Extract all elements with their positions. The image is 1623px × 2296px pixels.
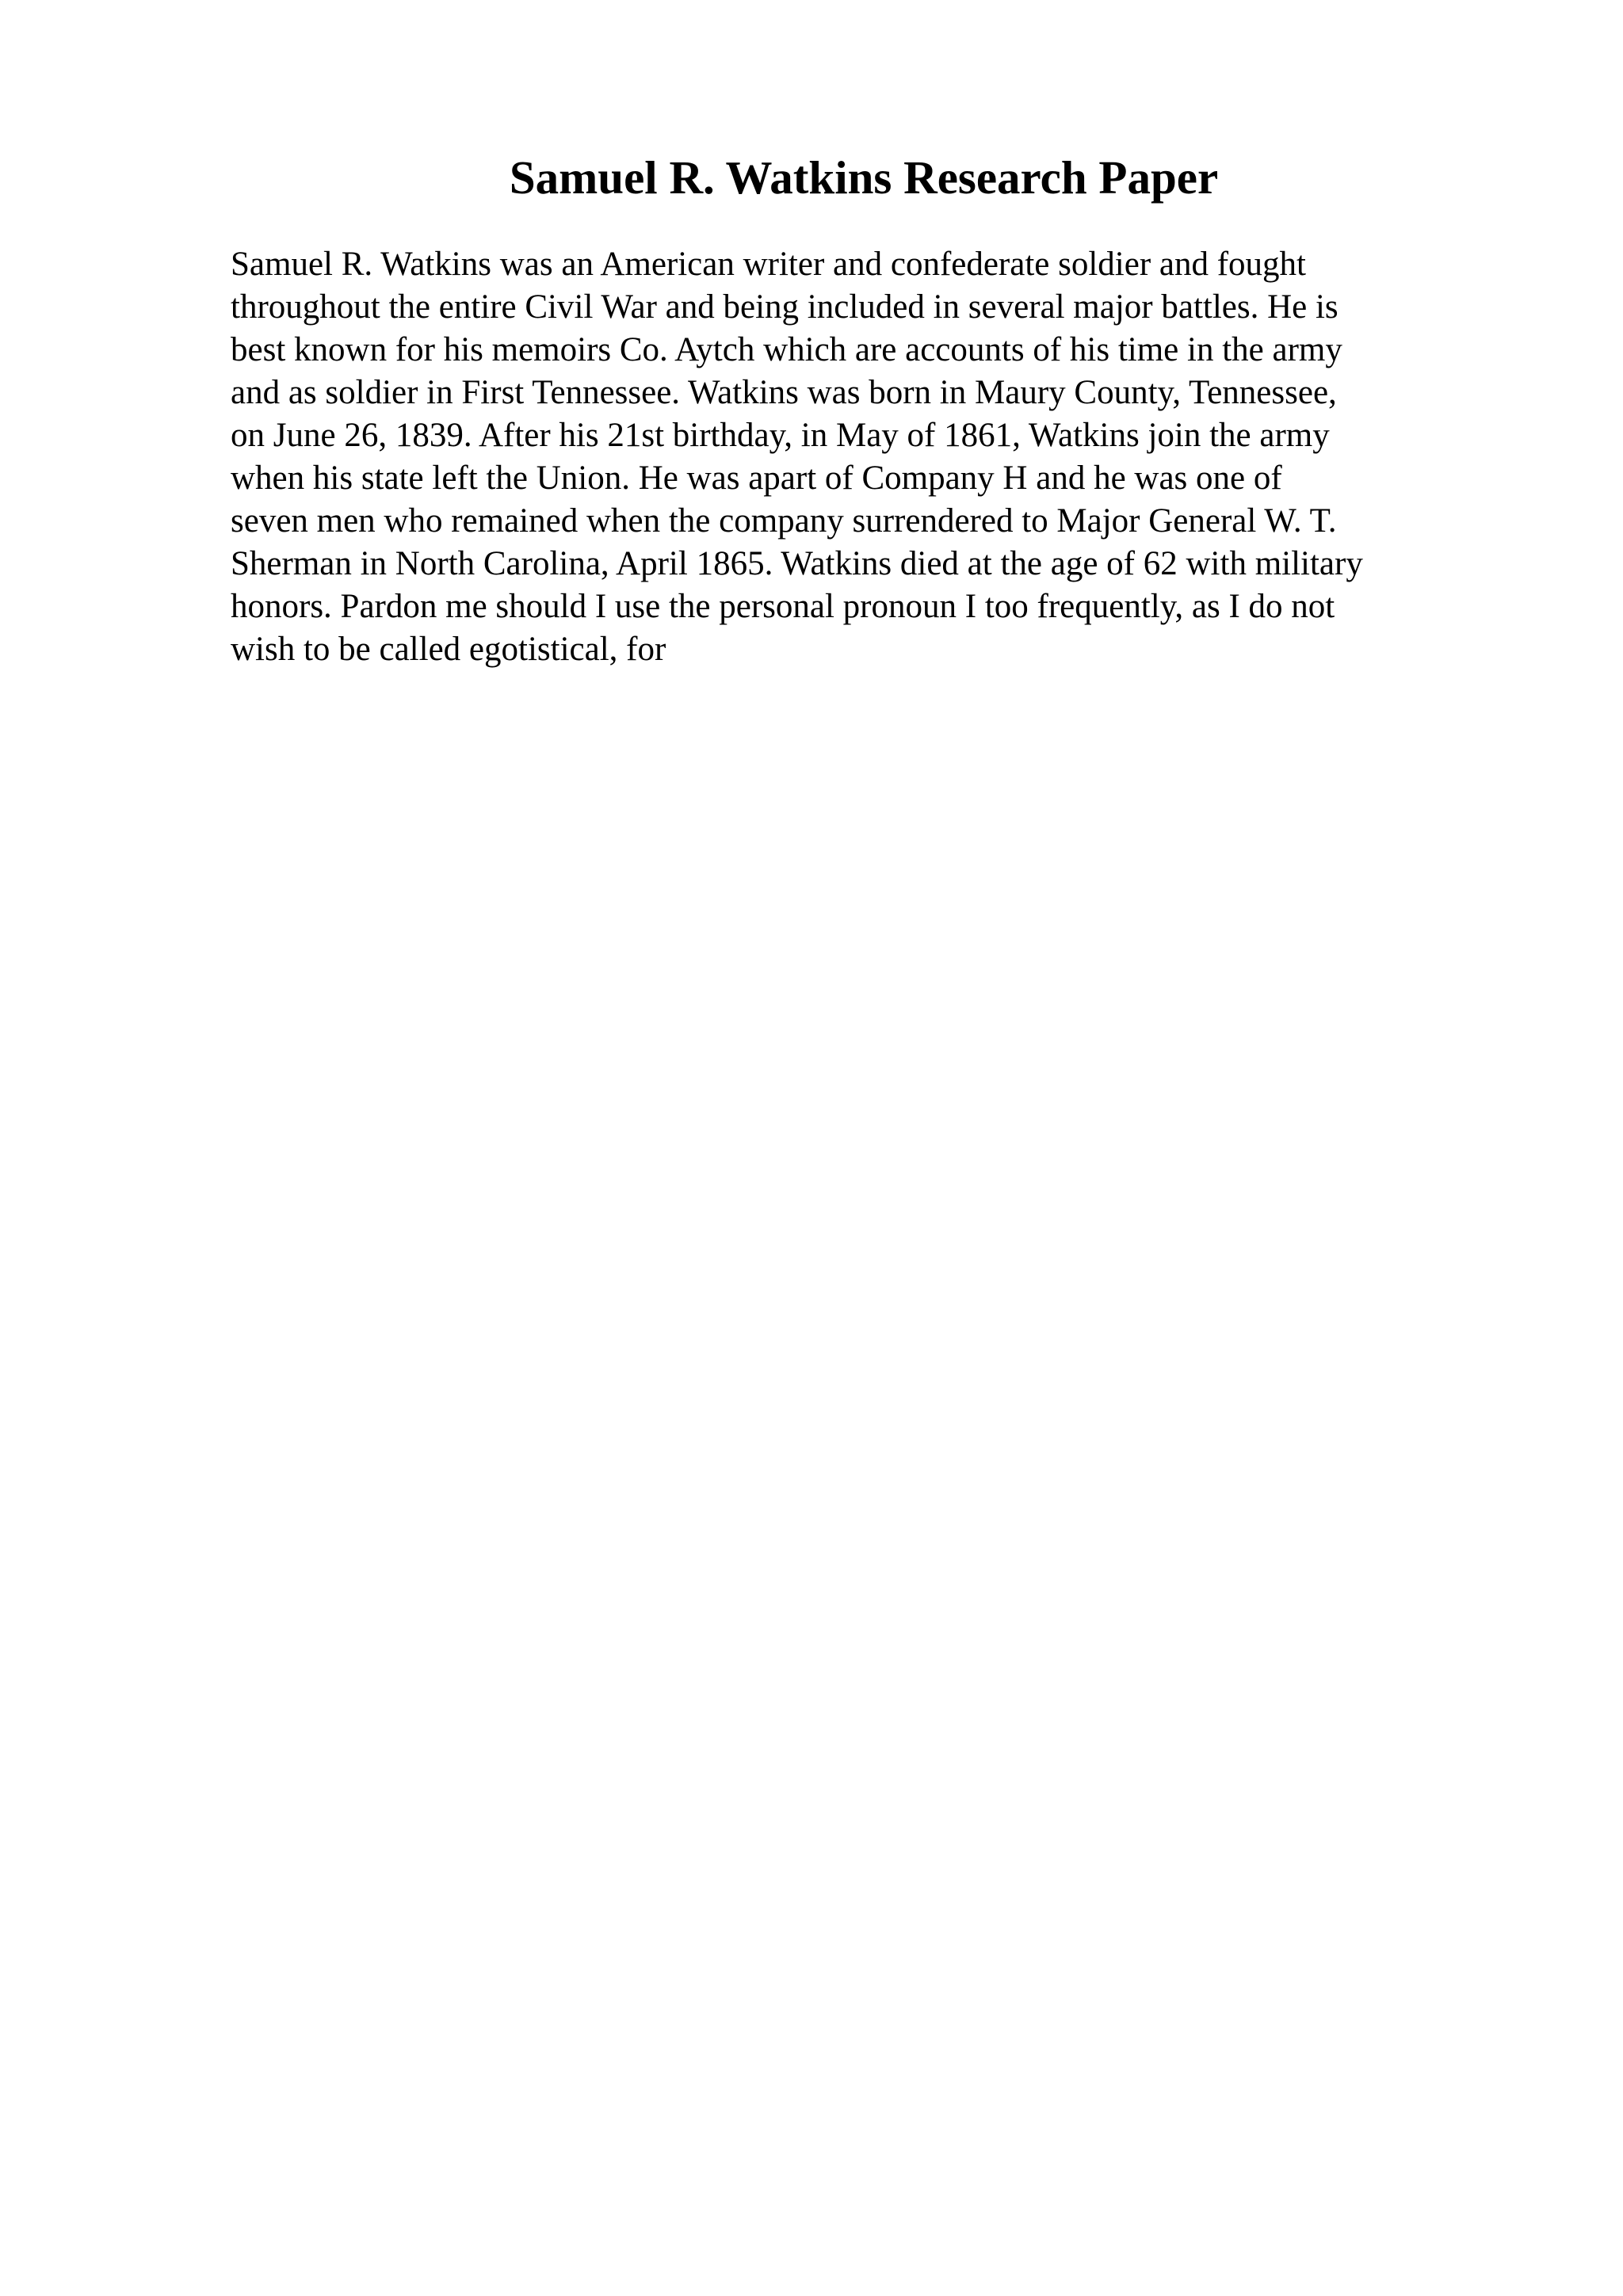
paragraph-line: best known for his memoirs Co. Aytch which are accounts of his time in the army [231,331,1342,368]
paragraph-line: honors. Pardon me should I use the personal pronoun I too frequently, as I do not [231,588,1335,625]
paragraph-line: seven men who remained when the company surrendered to Major General W. T. [231,502,1337,540]
paragraph-line: throughout the entire Civil War and being included in several major battles. He is [231,288,1338,326]
paragraph-line: wish to be called egotistical, for [231,631,666,668]
document-title: Samuel R. Watkins Research Paper [509,151,1219,204]
paragraph-line: on June 26, 1839. After his 21st birthday, in May of 1861, Watkins join the army [231,417,1330,454]
paragraph-line: and as soldier in First Tennessee. Watkins was born in Maury County, Tennessee, [231,374,1337,411]
paragraph-line: Samuel R. Watkins was an American writer and confederate soldier and fought [231,246,1306,283]
paragraph-line: Sherman in North Carolina, April 1865. Watkins died at the age of 62 with military [231,545,1363,582]
paragraph-line: when his state left the Union. He was apart of Company H and he was one of [231,460,1282,497]
body-paragraph [231,243,1475,671]
